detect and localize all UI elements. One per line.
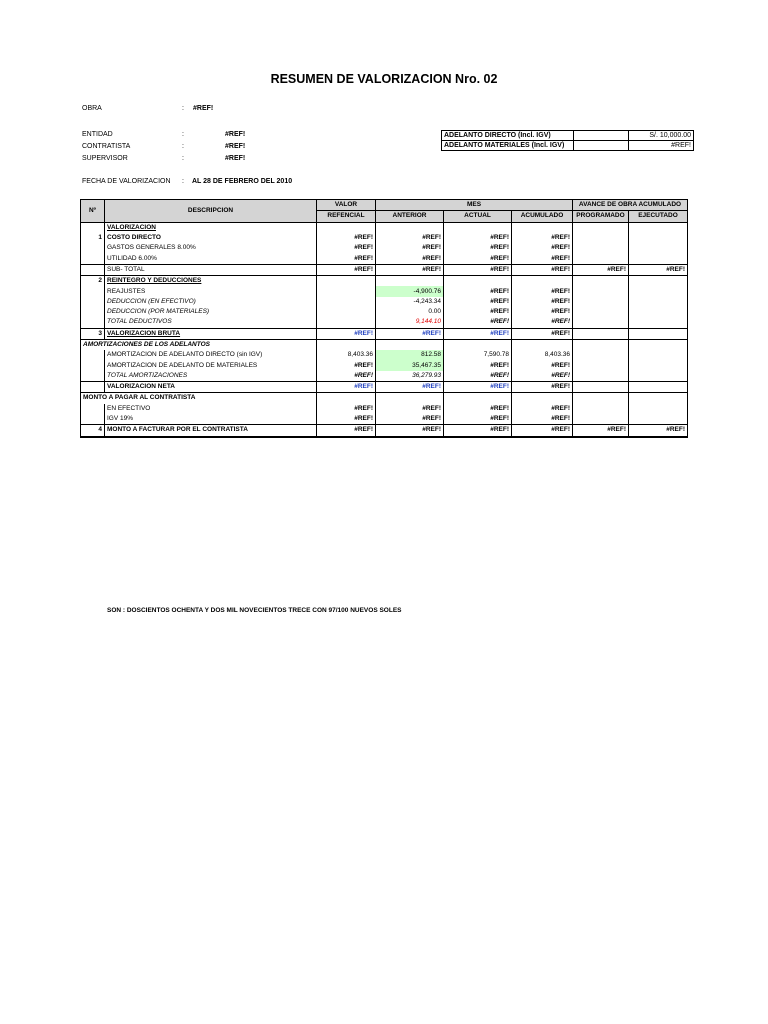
header-valor: VALOR (317, 200, 376, 211)
cell-ejecutado: #REF! (629, 264, 688, 275)
contratista-sep: : (182, 143, 184, 150)
row-number: 1 (81, 233, 105, 243)
cell-acumulado: #REF! (512, 297, 573, 307)
row-description: REAJUSTES (107, 287, 146, 295)
table-row (81, 328, 688, 339)
row-description: GASTOS GENERALES 8.00% (107, 244, 196, 252)
cell-programado (573, 393, 629, 404)
cell-ejecutado (629, 382, 688, 393)
row-number (81, 307, 105, 317)
cell-acumulado: #REF! (512, 328, 573, 339)
cell-anterior: #REF! (376, 404, 444, 414)
cell-anterior: #REF! (376, 253, 444, 264)
table-row (81, 382, 688, 393)
fecha-label: FECHA DE VALORIZACION (82, 178, 171, 185)
header-mes: MES (376, 200, 573, 211)
cell-acumulado (512, 393, 573, 404)
row-number (81, 404, 105, 414)
row-description: AMORTIZACIONES DE LOS ADELANTOS (81, 339, 317, 350)
cell-actual: 7,590.78 (444, 350, 512, 360)
cell-ejecutado (629, 414, 688, 425)
table-row (81, 264, 688, 275)
cell-programado (573, 414, 629, 425)
cell-programado (573, 243, 629, 253)
cell-acumulado: #REF! (512, 243, 573, 253)
cell-refencial (317, 339, 376, 350)
cell-actual: #REF! (444, 382, 512, 393)
cell-ejecutado: #REF! (629, 425, 688, 437)
table-row (81, 222, 688, 233)
valuation-body (81, 222, 688, 436)
cell-refencial: 8,403.36 (317, 350, 376, 360)
row-description: MONTO A PAGAR AL CONTRATISTA (81, 393, 317, 404)
cell-ejecutado (629, 233, 688, 243)
cell-refencial: #REF! (317, 414, 376, 425)
cell-programado (573, 286, 629, 296)
cell-programado (573, 233, 629, 243)
header-refencial: REFENCIAL (317, 211, 376, 222)
cell-actual (444, 222, 512, 233)
advance-label: ADELANTO MATERIALES (Incl. IGV) (442, 141, 574, 151)
header-n: Nº (81, 200, 105, 223)
page-title: RESUMEN DE VALORIZACION Nro. 02 (270, 72, 498, 86)
cell-anterior: #REF! (376, 425, 444, 437)
fecha-sep: : (182, 178, 184, 185)
cell-anterior: #REF! (376, 243, 444, 253)
row-number (81, 286, 105, 296)
header-acumulado: ACUMULADO (512, 211, 573, 222)
cell-ejecutado (629, 393, 688, 404)
cell-actual: #REF! (444, 297, 512, 307)
cell-ejecutado (629, 243, 688, 253)
supervisor-label: SUPERVISOR (82, 155, 128, 162)
cell-actual: #REF! (444, 371, 512, 382)
cell-anterior: #REF! (376, 233, 444, 243)
header-ejecutado: EJECUTADO (629, 211, 688, 222)
cell-ejecutado (629, 253, 688, 264)
cell-refencial: #REF! (317, 425, 376, 437)
cell-actual (444, 339, 512, 350)
cell-refencial: #REF! (317, 382, 376, 393)
cell-ejecutado (629, 350, 688, 360)
cell-refencial: #REF! (317, 233, 376, 243)
entidad-value: #REF! (225, 131, 246, 138)
cell-ejecutado (629, 339, 688, 350)
fecha-value: AL 28 DE FEBRERO DEL 2010 (192, 178, 293, 185)
table-row (81, 360, 688, 370)
obra-label: OBRA (82, 105, 102, 112)
cell-actual: #REF! (444, 328, 512, 339)
cell-programado (573, 360, 629, 370)
cell-acumulado: #REF! (512, 360, 573, 370)
table-row (81, 404, 688, 414)
cell-anterior: -4,243.34 (376, 297, 444, 307)
cell-refencial: #REF! (317, 360, 376, 370)
cell-programado (573, 222, 629, 233)
cell-ejecutado (629, 360, 688, 370)
table-row (81, 233, 688, 243)
cell-programado: #REF! (573, 425, 629, 437)
row-description: UTILIDAD 6.00% (107, 254, 157, 262)
row-description: IGV 19% (107, 415, 134, 423)
cell-actual: #REF! (444, 233, 512, 243)
cell-acumulado: #REF! (512, 382, 573, 393)
row-description: EN EFECTIVO (107, 404, 151, 412)
table-row (81, 297, 688, 307)
row-number: 4 (81, 425, 105, 437)
advance-label: ADELANTO DIRECTO (Incl. IGV) (442, 131, 574, 141)
cell-ejecutado (629, 307, 688, 317)
cell-acumulado (512, 222, 573, 233)
row-number (81, 264, 105, 275)
entidad-label: ENTIDAD (82, 131, 113, 138)
contratista-label: CONTRATISTA (82, 143, 131, 150)
cell-ejecutado (629, 404, 688, 414)
table-row (81, 339, 688, 350)
cell-anterior: 812.58 (376, 350, 444, 360)
row-number (81, 360, 105, 370)
advance-blank-cell (574, 131, 629, 141)
row-description: TOTAL DEDUCTIVOS (107, 318, 172, 326)
table-row (81, 393, 688, 404)
cell-actual: #REF! (444, 307, 512, 317)
cell-actual: #REF! (444, 317, 512, 328)
row-description: DEDUCCION (EN EFECTIVO) (107, 297, 196, 305)
row-number: 2 (81, 276, 105, 287)
obra-value: #REF! (193, 105, 214, 112)
row-number (81, 382, 105, 393)
cell-ejecutado (629, 297, 688, 307)
cell-anterior (376, 222, 444, 233)
cell-anterior: #REF! (376, 414, 444, 425)
cell-acumulado: #REF! (512, 264, 573, 275)
cell-refencial (317, 317, 376, 328)
header-programado: PROGRAMADO (573, 211, 629, 222)
cell-refencial: #REF! (317, 371, 376, 382)
cell-anterior (376, 339, 444, 350)
advance-value: #REF! (629, 141, 694, 151)
row-description: AMORTIZACION DE ADELANTO DIRECTO (sin IGV) (107, 351, 263, 359)
cell-refencial (317, 286, 376, 296)
cell-ejecutado (629, 371, 688, 382)
cell-actual: #REF! (444, 425, 512, 437)
row-number (81, 414, 105, 425)
table-row (81, 286, 688, 296)
cell-acumulado: #REF! (512, 371, 573, 382)
supervisor-value: #REF! (225, 155, 246, 162)
amount-in-words: SON : DOSCIENTOS OCHENTA Y DOS MIL NOVECIENTOS TRECE CON 97/100 NUEVOS SOLES (107, 607, 402, 614)
cell-programado (573, 297, 629, 307)
row-number (81, 243, 105, 253)
header-actual: ACTUAL (444, 211, 512, 222)
valuation-table (80, 199, 688, 438)
row-number (81, 371, 105, 382)
row-description: MONTO A FACTURAR POR EL CONTRATISTA (107, 426, 248, 434)
cell-refencial (317, 222, 376, 233)
cell-ejecutado (629, 286, 688, 296)
cell-programado (573, 307, 629, 317)
cell-anterior: 35,467.35 (376, 360, 444, 370)
cell-anterior: #REF! (376, 264, 444, 275)
cell-acumulado: #REF! (512, 253, 573, 264)
table-row (81, 414, 688, 425)
row-number (81, 253, 105, 264)
cell-programado (573, 253, 629, 264)
cell-ejecutado (629, 222, 688, 233)
cell-refencial: #REF! (317, 264, 376, 275)
row-number (81, 350, 105, 360)
cell-actual (444, 393, 512, 404)
row-number (81, 222, 105, 233)
table-row (81, 307, 688, 317)
cell-ejecutado (629, 317, 688, 328)
cell-actual: #REF! (444, 243, 512, 253)
cell-anterior: #REF! (376, 328, 444, 339)
cell-programado (573, 317, 629, 328)
cell-actual: #REF! (444, 264, 512, 275)
cell-refencial (317, 393, 376, 404)
cell-refencial: #REF! (317, 404, 376, 414)
cell-refencial (317, 297, 376, 307)
cell-acumulado: #REF! (512, 425, 573, 437)
row-description: SUB- TOTAL (107, 265, 145, 273)
cell-programado (573, 371, 629, 382)
table-row (81, 371, 688, 382)
table-row (81, 317, 688, 328)
cell-anterior: 9,144.10 (376, 317, 444, 328)
cell-refencial: #REF! (317, 328, 376, 339)
row-description: DEDUCCION (POR MATERIALES) (107, 308, 210, 316)
cell-acumulado: #REF! (512, 414, 573, 425)
advance-blank-cell (574, 141, 629, 151)
row-description: VALORIZACION (107, 223, 156, 231)
cell-programado: #REF! (573, 264, 629, 275)
cell-acumulado: #REF! (512, 286, 573, 296)
advance-row (442, 141, 694, 151)
advances-table (441, 130, 694, 151)
cell-acumulado: #REF! (512, 404, 573, 414)
table-row (81, 425, 688, 437)
cell-acumulado: 8,403.36 (512, 350, 573, 360)
cell-anterior: 36,279.93 (376, 371, 444, 382)
cell-programado (573, 404, 629, 414)
cell-refencial: #REF! (317, 253, 376, 264)
cell-refencial (317, 276, 376, 287)
row-number (81, 297, 105, 307)
cell-anterior: 0.00 (376, 307, 444, 317)
cell-actual: #REF! (444, 414, 512, 425)
row-description: REINTEGRO Y DEDUCCIONES (107, 277, 202, 285)
cell-actual: #REF! (444, 253, 512, 264)
contratista-value: #REF! (225, 143, 246, 150)
cell-actual: #REF! (444, 360, 512, 370)
row-description: VALORIZACION BRUTA (107, 329, 181, 337)
cell-anterior (376, 276, 444, 287)
header-descripcion: DESCRIPCION (105, 200, 317, 223)
cell-programado (573, 382, 629, 393)
cell-anterior: -4,900.76 (376, 286, 444, 296)
table-row (81, 350, 688, 360)
cell-acumulado: #REF! (512, 317, 573, 328)
table-row (81, 243, 688, 253)
table-row (81, 276, 688, 287)
cell-acumulado: #REF! (512, 307, 573, 317)
cell-anterior (376, 393, 444, 404)
row-description: COSTO DIRECTO (107, 234, 161, 242)
cell-programado (573, 350, 629, 360)
row-description: VALORIZACION NETA (107, 383, 176, 391)
table-row (81, 253, 688, 264)
cell-programado (573, 328, 629, 339)
row-number: 3 (81, 328, 105, 339)
row-number (81, 317, 105, 328)
cell-actual: #REF! (444, 286, 512, 296)
header-anterior: ANTERIOR (376, 211, 444, 222)
cell-refencial (317, 307, 376, 317)
advance-value: S/. 10,000.00 (629, 131, 694, 141)
cell-acumulado (512, 276, 573, 287)
cell-programado (573, 339, 629, 350)
advance-row (442, 131, 694, 141)
cell-ejecutado (629, 328, 688, 339)
cell-refencial: #REF! (317, 243, 376, 253)
obra-sep: : (182, 105, 184, 112)
cell-programado (573, 276, 629, 287)
header-avance: AVANCE DE OBRA ACUMULADO (573, 200, 688, 211)
supervisor-sep: : (182, 155, 184, 162)
cell-ejecutado (629, 276, 688, 287)
cell-actual: #REF! (444, 404, 512, 414)
row-description: AMORTIZACION DE ADELANTO DE MATERIALES (107, 361, 258, 369)
cell-acumulado (512, 339, 573, 350)
cell-acumulado: #REF! (512, 233, 573, 243)
cell-anterior: #REF! (376, 382, 444, 393)
cell-actual (444, 276, 512, 287)
row-description: TOTAL AMORTIZACIONES (107, 371, 188, 379)
entidad-sep: : (182, 131, 184, 138)
